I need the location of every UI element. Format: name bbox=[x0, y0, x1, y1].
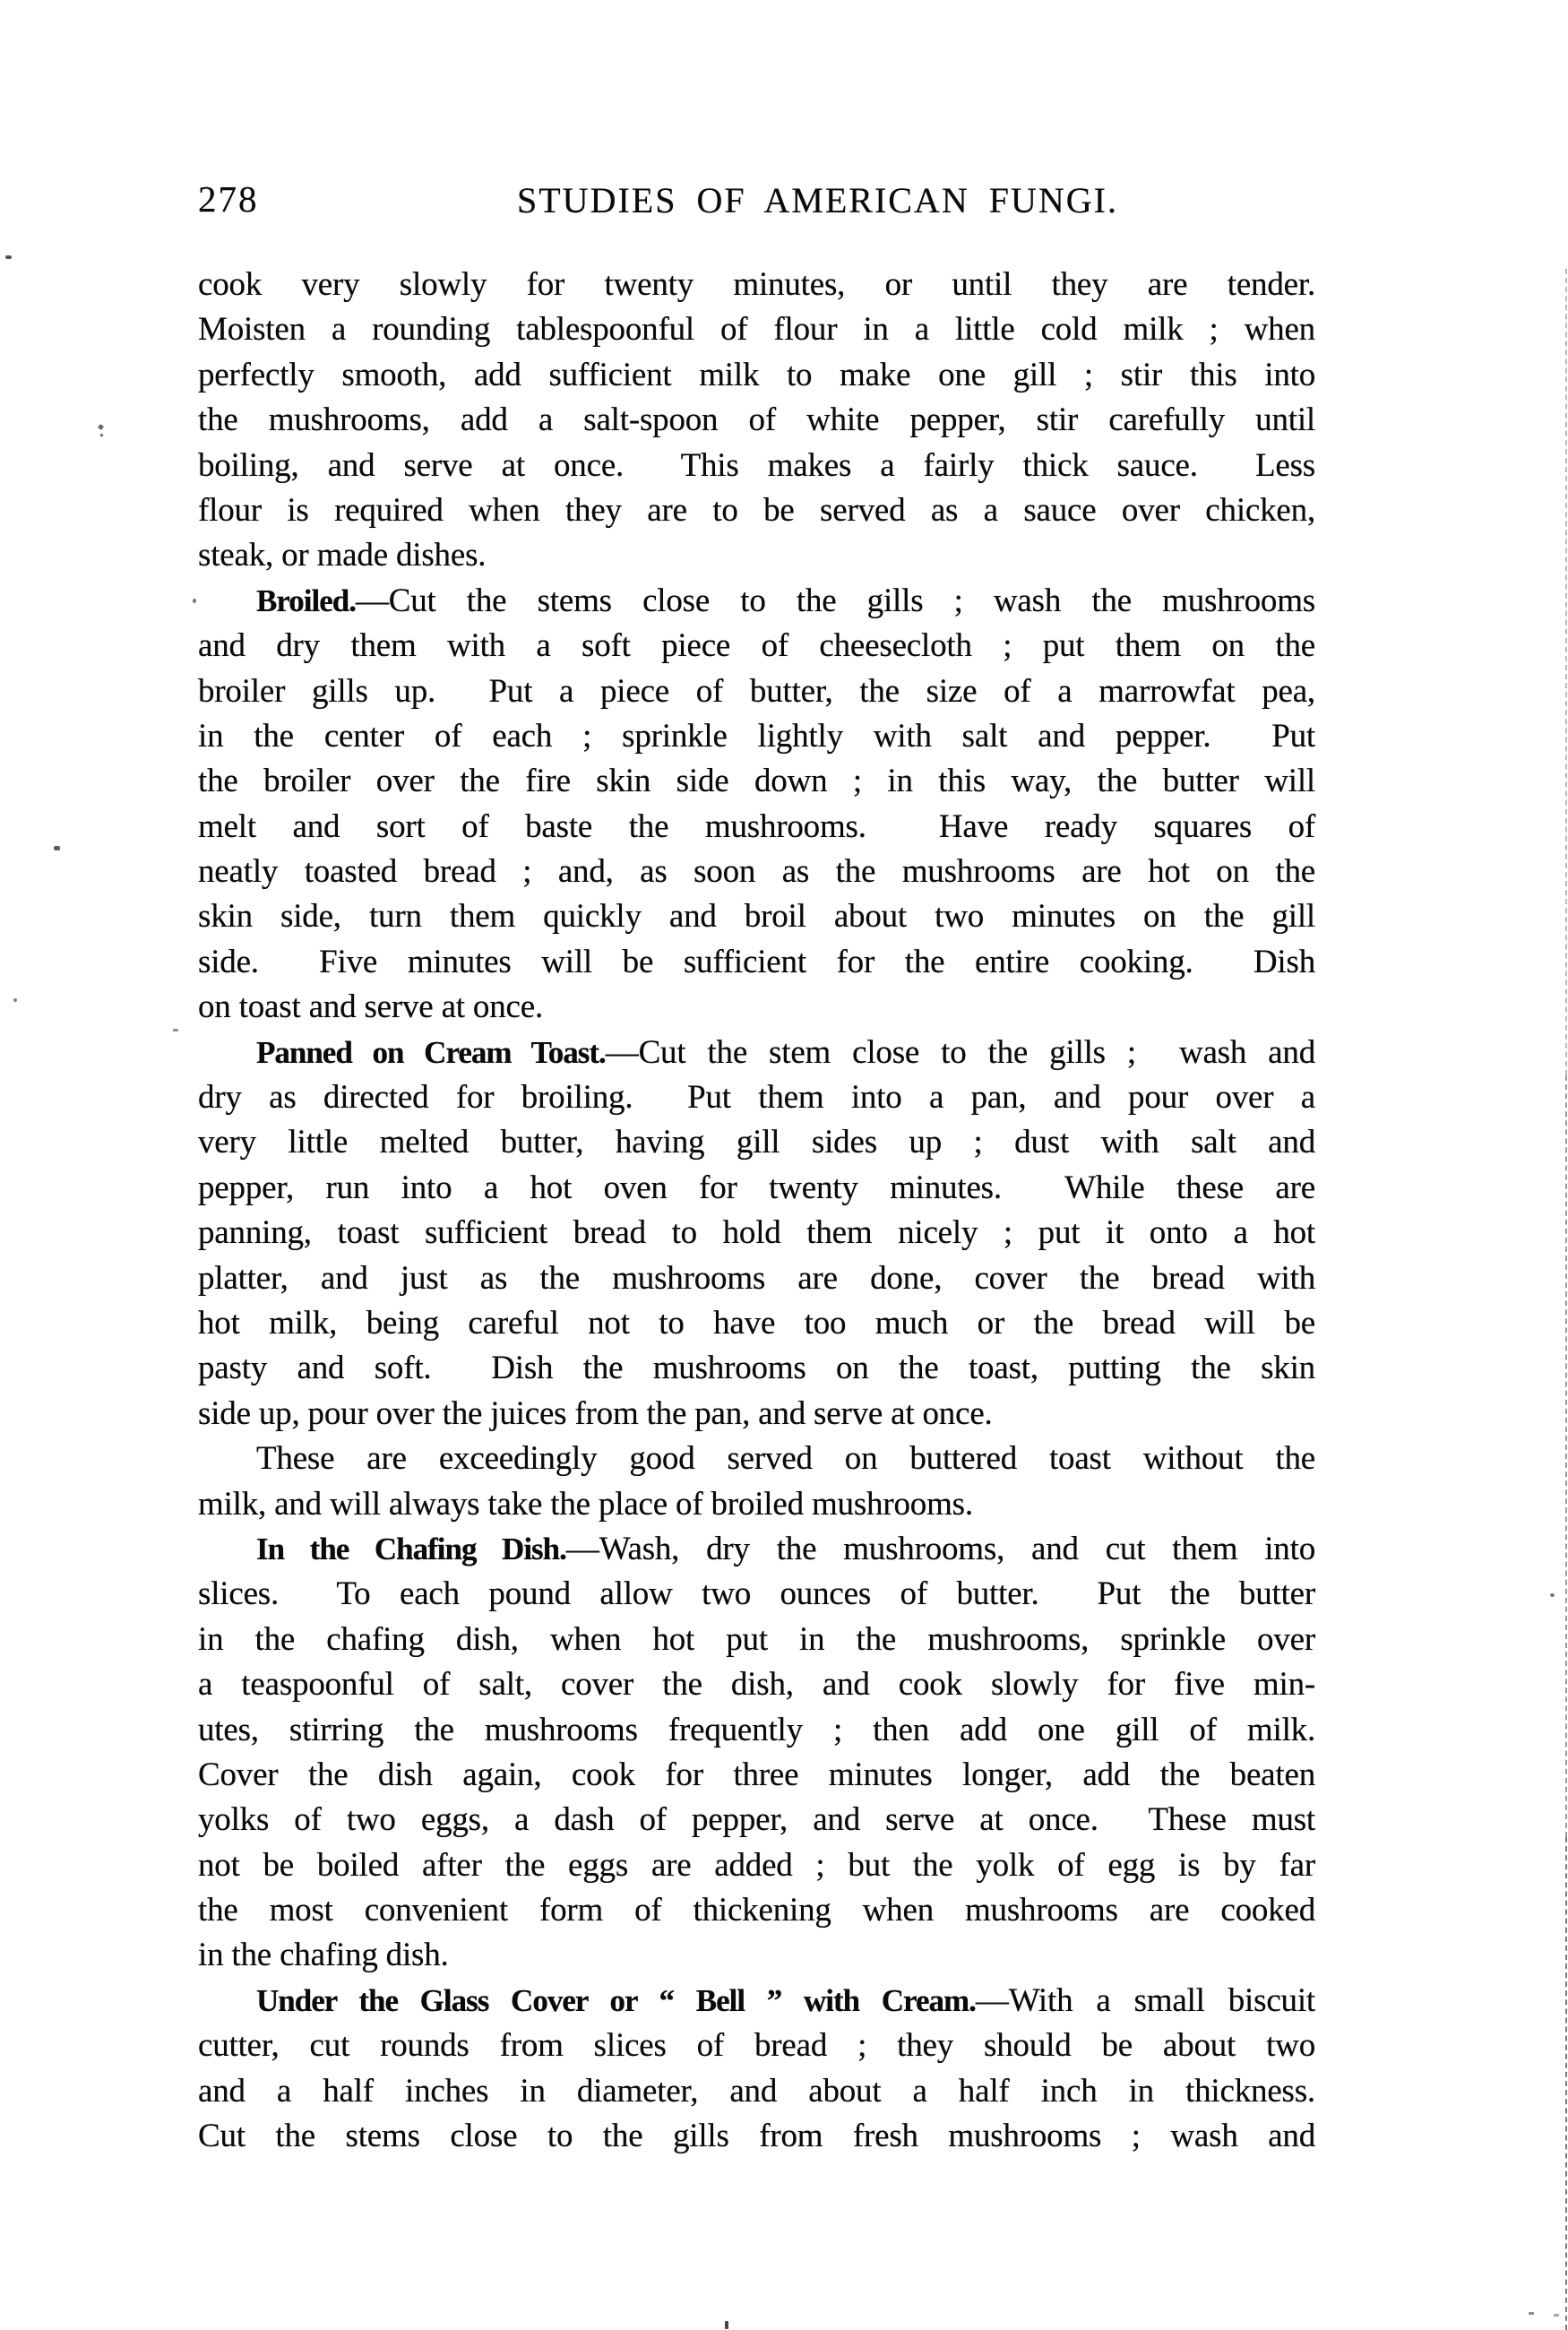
line-text: very little melted butter, having gill sides up ; dust with salt and bbox=[198, 1124, 1315, 1161]
text-line bbox=[198, 1888, 1315, 1933]
line-text: platter, and just as the mushrooms are done, cover the bread with bbox=[198, 1259, 1315, 1297]
text-line bbox=[198, 1075, 1315, 1120]
text-line bbox=[198, 759, 1315, 804]
text-line bbox=[198, 805, 1315, 850]
text-line bbox=[198, 1437, 1315, 1481]
page-number: 278 bbox=[198, 178, 259, 220]
text-line bbox=[198, 488, 1315, 533]
paragraph-heading: Broiled. bbox=[256, 582, 356, 618]
scan-edge-artifact bbox=[1565, 1075, 1567, 1837]
line-text: —With a small biscuit bbox=[975, 1981, 1316, 2019]
line-text: boiling, and serve at once. This makes a fairly thick sauce. Less bbox=[198, 446, 1315, 484]
page-header bbox=[198, 176, 1315, 222]
line-text: Cover the dish again, cook for three minutes longer, add the beaten bbox=[198, 1756, 1315, 1793]
line-text: in the chafing dish. bbox=[198, 1937, 449, 1974]
text-line bbox=[198, 1256, 1315, 1301]
scan-speck bbox=[5, 255, 12, 259]
line-text: pasty and soft. Dish the mushrooms on the toast, putting the skin bbox=[198, 1350, 1315, 1387]
line-text: melt and sort of baste the mushrooms. Have ready squares of bbox=[198, 807, 1315, 845]
scan-speck bbox=[54, 846, 60, 850]
text-line bbox=[198, 1527, 1315, 1572]
text-line bbox=[198, 1301, 1315, 1346]
text-line bbox=[198, 1753, 1315, 1798]
line-text: steak, or made dishes. bbox=[198, 537, 487, 574]
text-line bbox=[198, 1843, 1315, 1888]
text-line bbox=[198, 353, 1315, 398]
line-text: a teaspoonful of salt, cover the dish, and cook slowly for five min- bbox=[198, 1666, 1315, 1704]
line-text: Moisten a rounding tablespoonful of flour in a little cold milk ; when bbox=[198, 311, 1315, 349]
line-text: flour is required when they are to be served as a sauce over chicken, bbox=[198, 491, 1315, 529]
line-text: in the center of each ; sprinkle lightly with salt and pepper. Put bbox=[198, 717, 1315, 755]
text-line bbox=[198, 1211, 1315, 1256]
text-line bbox=[198, 307, 1315, 352]
scan-speck bbox=[725, 2321, 728, 2329]
text-line bbox=[198, 263, 1315, 307]
text-line bbox=[198, 1482, 1315, 1527]
text-line bbox=[198, 2114, 1315, 2159]
scan-edge-artifact bbox=[1565, 269, 1567, 1075]
text-line bbox=[198, 624, 1315, 669]
scan-speck bbox=[13, 998, 17, 1002]
line-text: milk, and will always take the place of broiled mushrooms. bbox=[198, 1485, 973, 1523]
line-text: —Cut the stems close to the gills ; wash the mushrooms bbox=[355, 582, 1315, 619]
text-line bbox=[198, 398, 1315, 443]
line-text: and a half inches in diameter, and about a half inch in thickness. bbox=[198, 2072, 1315, 2110]
line-text: in the chafing dish, when hot put in the mushrooms, sprinkle over bbox=[198, 1620, 1315, 1658]
text-line bbox=[198, 579, 1315, 624]
text-line bbox=[198, 669, 1315, 714]
paragraph-heading: Panned on Cream Toast. bbox=[256, 1034, 606, 1070]
line-text: perfectly smooth, add sufficient milk to make one gill ; stir this into bbox=[198, 356, 1315, 393]
text-line bbox=[198, 1798, 1315, 1842]
text-line bbox=[198, 1979, 1315, 2024]
line-text: utes, stirring the mushrooms frequently ; then add one gill of milk. bbox=[198, 1711, 1315, 1748]
text-line bbox=[198, 894, 1315, 939]
line-text: broiler gills up. Put a piece of butter, the size of a marrowfat pea, bbox=[198, 672, 1315, 710]
text-line bbox=[198, 1031, 1315, 1075]
paragraph-heading: Under the Glass Cover or “ Bell ” with Cream. bbox=[256, 1982, 976, 2018]
text-line bbox=[198, 2069, 1315, 2114]
text-line bbox=[198, 2024, 1315, 2068]
text-line bbox=[198, 714, 1315, 759]
line-text: dry as directed for broiling. Put them into a pan, and pour over a bbox=[198, 1079, 1315, 1117]
line-text: side up, pour over the juices from the pan, and serve at once. bbox=[198, 1394, 993, 1432]
text-line bbox=[198, 1120, 1315, 1165]
line-text: side. Five minutes will be sufficient for the entire cooking. Dish bbox=[198, 943, 1315, 980]
paragraph-heading: In the Chafing Dish. bbox=[256, 1531, 566, 1566]
line-text: Cut the stems close to the gills from fresh mushrooms ; wash and bbox=[198, 2118, 1315, 2155]
text-line bbox=[198, 850, 1315, 894]
line-text: and dry them with a soft piece of cheesecloth ; put them on the bbox=[198, 627, 1315, 665]
line-text: neatly toasted bread ; and, as soon as the mushrooms are hot on the bbox=[198, 853, 1315, 891]
text-line bbox=[198, 444, 1315, 488]
line-text: slices. To each pound allow two ounces of butter. Put the butter bbox=[198, 1575, 1315, 1613]
line-text: skin side, turn them quickly and broil about two minutes on the gill bbox=[198, 898, 1315, 936]
line-text: on toast and serve at once. bbox=[198, 988, 544, 1026]
line-text: yolks of two eggs, a dash of pepper, and serve at once. These must bbox=[198, 1801, 1315, 1839]
text-line bbox=[198, 533, 1315, 578]
text-line bbox=[198, 940, 1315, 985]
text-line bbox=[198, 1933, 1315, 1978]
text-line bbox=[198, 1662, 1315, 1707]
text-line bbox=[198, 985, 1315, 1030]
scan-speck bbox=[193, 599, 196, 603]
line-text: pepper, run into a hot oven for twenty minutes. While these are bbox=[198, 1169, 1315, 1206]
text-line bbox=[198, 1166, 1315, 1211]
scan-speck bbox=[173, 1029, 178, 1031]
line-text: hot milk, being careful not to have too much or the bread will be bbox=[198, 1304, 1315, 1342]
line-text: not be boiled after the eggs are added ; but the yolk of egg is by far bbox=[198, 1846, 1315, 1884]
text-line bbox=[198, 1346, 1315, 1391]
line-text: the most convenient form of thickening when mushrooms are cooked bbox=[198, 1892, 1315, 1929]
line-text: the broiler over the fire skin side down ; in this way, the butter will bbox=[198, 763, 1315, 800]
line-text: panning, toast sufficient bread to hold them nicely ; put it onto a hot bbox=[198, 1214, 1315, 1252]
line-text: —Cut the stem close to the gills ; wash and bbox=[605, 1033, 1316, 1071]
line-text: cook very slowly for twenty minutes, or until they are tender. bbox=[198, 266, 1315, 303]
line-text: These are exceedingly good served on buttered toast without the bbox=[256, 1440, 1315, 1478]
text-line bbox=[198, 1618, 1315, 1662]
body-text bbox=[198, 263, 1315, 2159]
text-line bbox=[198, 1708, 1315, 1753]
scan-speck bbox=[1529, 2312, 1534, 2315]
text-line bbox=[198, 1572, 1315, 1617]
scan-speck bbox=[98, 424, 104, 430]
scan-speck bbox=[1550, 1593, 1555, 1597]
running-head: STUDIES OF AMERICAN FUNGI. bbox=[517, 180, 1118, 220]
scan-edge-artifact bbox=[1565, 1837, 1567, 2330]
line-text: —Wash, dry the mushrooms, and cut them into bbox=[565, 1530, 1315, 1567]
line-text: cutter, cut rounds from slices of bread ; they should be about two bbox=[198, 2027, 1315, 2065]
line-text: the mushrooms, add a salt-spoon of white pepper, stir carefully until bbox=[198, 401, 1315, 439]
text-line bbox=[198, 1392, 1315, 1437]
